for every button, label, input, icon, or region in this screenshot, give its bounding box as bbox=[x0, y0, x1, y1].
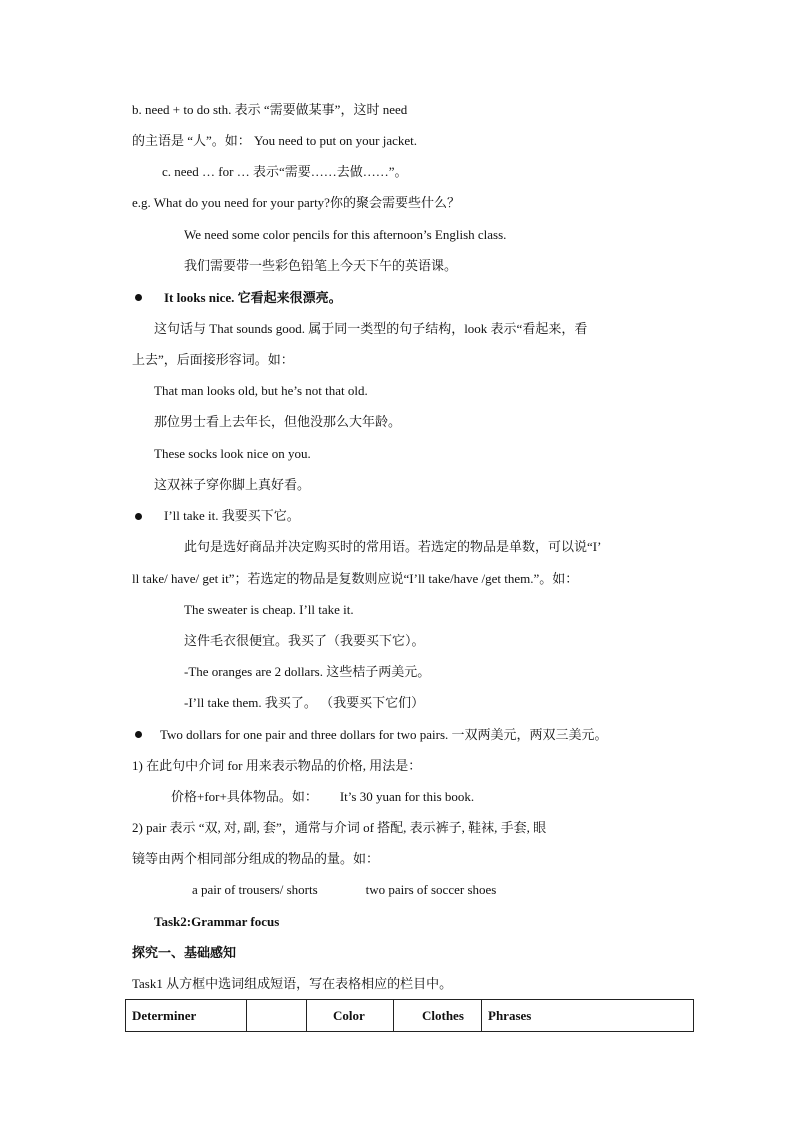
task-heading: Task2:Grammar focus bbox=[154, 914, 280, 929]
text-line: 这件毛衣很便宜。我买了（我要买下它）。 bbox=[184, 633, 425, 648]
text-line: 那位男士看上去年长，但他没那么大年龄。 bbox=[154, 414, 402, 429]
text-line: 上去”，后面接形容词。如： bbox=[132, 352, 294, 367]
text-line: 2) pair 表示 “双, 对, 副, 套”，通常与介词 of 搭配, 表示裤子, 鞋袜, 手套, 眼 bbox=[132, 820, 547, 835]
text-segment: 价格+for+具体物品。如： bbox=[171, 789, 318, 804]
text-line: c. need … for … 表示“需要……去做……”。 bbox=[162, 164, 408, 179]
text-line: We need some color pencils for this afternoon’s English class. bbox=[184, 227, 507, 242]
text-line bbox=[192, 881, 496, 899]
text-segment: two pairs of soccer shoes bbox=[365, 882, 497, 897]
subsection-heading: 探究一、基础感知 bbox=[132, 945, 237, 960]
bullet-icon bbox=[135, 294, 142, 301]
table-header-cell: Clothes bbox=[394, 1000, 482, 1032]
text-segment: a pair of trousers/ shorts bbox=[192, 882, 318, 897]
text-line: e.g. What do you need for your party?你的聚会需要些什么？ bbox=[132, 195, 460, 210]
phrase-table bbox=[125, 999, 694, 1032]
text-line: 这双袜子穿你脚上真好看。 bbox=[154, 477, 311, 492]
table-header-row bbox=[126, 1000, 694, 1032]
section-heading: Two dollars for one pair and three dollars for two pairs. 一双两美元，两双三美元。 bbox=[160, 727, 608, 742]
text-line: -I’ll take them. 我买了。 （我要买下它们） bbox=[184, 695, 425, 710]
table-header-cell: Color bbox=[307, 1000, 394, 1032]
text-line: 1) 在此句中介词 for 用来表示物品的价格, 用法是： bbox=[132, 758, 422, 773]
text-line: 这句话与 That sounds good. 属于同一类型的句子结构，look 表示“看起来，看 bbox=[154, 321, 588, 336]
text-line: These socks look nice on you. bbox=[154, 446, 311, 461]
text-line: 的主语是 “人”。如： You need to put on your jacket. bbox=[132, 133, 418, 148]
table-header-cell: Determiner bbox=[126, 1000, 247, 1032]
text-line: Task1 从方框中选词组成短语，写在表格相应的栏目中。 bbox=[132, 976, 453, 991]
text-line: b. need + to do sth. 表示 “需要做某事”，这时 need bbox=[132, 102, 408, 117]
bullet-icon bbox=[135, 513, 142, 520]
section-heading: I’ll take it. 我要买下它。 bbox=[164, 508, 300, 523]
bullet-icon bbox=[135, 731, 142, 738]
text-segment: It’s 30 yuan for this book. bbox=[339, 789, 475, 804]
text-line: ll take/ have/ get it”；若选定的物品是复数则应说“I’ll take/have /get them.”。如： bbox=[132, 571, 579, 586]
table-header-cell bbox=[247, 1000, 307, 1032]
text-line: 我们需要带一些彩色铅笔上今天下午的英语课。 bbox=[184, 258, 458, 273]
text-line: That man looks old, but he’s not that old. bbox=[154, 383, 368, 398]
text-line: 镜等由两个相同部分组成的物品的量。如： bbox=[132, 851, 380, 866]
section-heading: It looks nice. 它看起来很漂亮。 bbox=[164, 290, 342, 305]
text-line: The sweater is cheap. I’ll take it. bbox=[184, 602, 354, 617]
text-line: -The oranges are 2 dollars. 这些桔子两美元。 bbox=[184, 664, 431, 679]
text-line: 此句是选好商品并决定购买时的常用语。若选定的物品是单数，可以说“I’ bbox=[184, 539, 602, 554]
text-line bbox=[171, 788, 474, 806]
table-header-cell: Phrases bbox=[482, 1000, 694, 1032]
